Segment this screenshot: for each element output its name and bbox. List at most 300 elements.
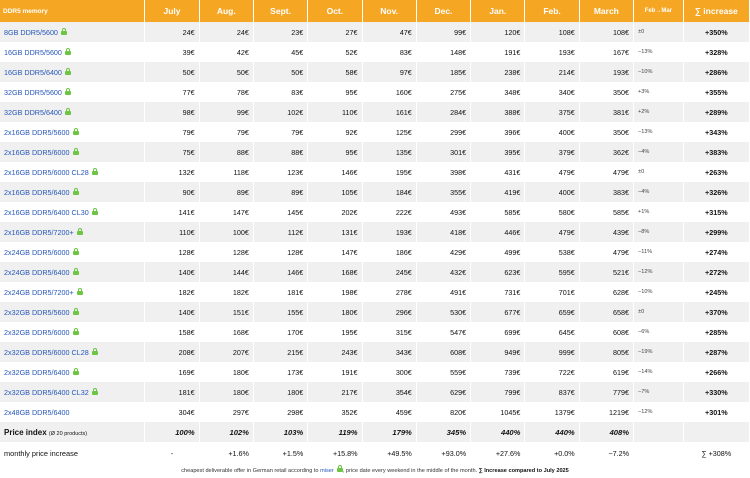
product-name[interactable]: 2x16GB DDR5/6000 CL28 — [4, 167, 89, 177]
price-cell: 180€ — [199, 362, 253, 382]
price-cell: 151€ — [199, 302, 253, 322]
price-cell: 100€ — [199, 222, 253, 242]
price-index-value: 119% — [308, 422, 362, 442]
header-month: March — [579, 0, 633, 22]
total-increase: +326% — [683, 182, 749, 202]
price-cell: 39€ — [145, 42, 199, 62]
product-name[interactable]: 2x16GB DDR5/7200+ — [4, 227, 74, 237]
table-row — [0, 82, 750, 102]
price-cell: 58€ — [308, 62, 362, 82]
price-cell: 45€ — [253, 42, 307, 62]
price-cell: 222€ — [362, 202, 416, 222]
price-cell: 173€ — [253, 362, 307, 382]
monthly-increase-value: +27.6% — [471, 442, 525, 464]
price-cell: 398€ — [416, 162, 470, 182]
feb-mar-change: −19% — [634, 342, 684, 362]
total-increase: +263% — [683, 162, 749, 182]
price-cell: 352€ — [308, 402, 362, 422]
product-link[interactable] — [0, 362, 145, 382]
price-cell: 799€ — [471, 382, 525, 402]
header-month: Aug. — [199, 0, 253, 22]
price-cell: 128€ — [253, 242, 307, 262]
product-link[interactable] — [0, 162, 145, 182]
price-index-row — [0, 422, 750, 442]
lock-icon — [77, 231, 83, 235]
price-cell: 131€ — [308, 222, 362, 242]
price-cell: 125€ — [362, 122, 416, 142]
price-cell: 185€ — [416, 62, 470, 82]
price-index-label — [0, 422, 145, 442]
product-link[interactable] — [0, 122, 145, 142]
table-row — [0, 322, 750, 342]
monthly-increase-value: +1.5% — [253, 442, 307, 464]
feb-mar-change: −12% — [634, 262, 684, 282]
monthly-increase-label: monthly price increase — [0, 442, 145, 464]
price-cell: 47€ — [362, 22, 416, 42]
header-month: Feb. — [525, 0, 579, 22]
price-cell: 275€ — [416, 82, 470, 102]
product-link[interactable] — [0, 22, 145, 42]
feb-mar-change: −13% — [634, 42, 684, 62]
price-cell: 24€ — [145, 22, 199, 42]
price-cell: 701€ — [525, 282, 579, 302]
table-row — [0, 102, 750, 122]
price-cell: 88€ — [199, 142, 253, 162]
header-month: Nov. — [362, 0, 416, 22]
price-cell: 89€ — [199, 182, 253, 202]
price-cell: 419€ — [471, 182, 525, 202]
price-cell: 658€ — [579, 302, 633, 322]
price-cell: 146€ — [253, 262, 307, 282]
price-cell: 198€ — [308, 282, 362, 302]
price-cell: 181€ — [145, 382, 199, 402]
price-cell: 479€ — [525, 222, 579, 242]
total-increase: +274% — [683, 242, 749, 262]
price-cell: 83€ — [253, 82, 307, 102]
product-link[interactable] — [0, 402, 145, 422]
monthly-increase-value: - — [145, 442, 199, 464]
price-cell: 459€ — [362, 402, 416, 422]
price-cell: 304€ — [145, 402, 199, 422]
price-cell: 418€ — [416, 222, 470, 242]
price-cell: 207€ — [199, 342, 253, 362]
product-link[interactable] — [0, 182, 145, 202]
price-cell: 79€ — [145, 122, 199, 142]
price-cell: 608€ — [416, 342, 470, 362]
table-row — [0, 362, 750, 382]
total-increase: +383% — [683, 142, 749, 162]
footer-text: cheapest deliverable offer in German retail according to — [181, 468, 319, 474]
monthly-increase-row — [0, 442, 750, 464]
price-cell: 123€ — [253, 162, 307, 182]
price-cell: 659€ — [525, 302, 579, 322]
price-cell: 147€ — [308, 242, 362, 262]
price-index-value: 100% — [145, 422, 199, 442]
price-cell: 837€ — [525, 382, 579, 402]
price-cell: 381€ — [579, 102, 633, 122]
table-row — [0, 22, 750, 42]
table-row — [0, 182, 750, 202]
price-cell: 499€ — [471, 242, 525, 262]
price-cell: 1219€ — [579, 402, 633, 422]
price-cell: 446€ — [471, 222, 525, 242]
feb-mar-change: −12% — [634, 402, 684, 422]
table-row — [0, 302, 750, 322]
price-cell: 184€ — [362, 182, 416, 202]
table-row — [0, 402, 750, 422]
product-name[interactable]: 2x32GB DDR5/6000 CL28 — [4, 347, 89, 357]
price-cell: 112€ — [253, 222, 307, 242]
price-cell: 146€ — [308, 162, 362, 182]
price-cell: 949€ — [471, 342, 525, 362]
table-row — [0, 42, 750, 62]
lock-icon — [73, 251, 79, 255]
lock-icon — [73, 331, 79, 335]
product-link[interactable] — [0, 202, 145, 222]
feb-mar-change: −10% — [634, 282, 684, 302]
price-cell: 118€ — [199, 162, 253, 182]
price-cell: 340€ — [525, 82, 579, 102]
price-cell: 23€ — [253, 22, 307, 42]
product-link[interactable] — [0, 342, 145, 362]
product-name[interactable]: 2x32GB DDR5/6400 — [4, 367, 70, 377]
price-cell: 108€ — [579, 22, 633, 42]
price-index-value: 440% — [471, 422, 525, 442]
price-cell: 140€ — [145, 302, 199, 322]
price-cell: 161€ — [362, 102, 416, 122]
price-cell: 722€ — [525, 362, 579, 382]
price-cell: 97€ — [362, 62, 416, 82]
total-increase: +289% — [683, 102, 749, 122]
price-cell: 297€ — [199, 402, 253, 422]
price-index-value: 440% — [525, 422, 579, 442]
price-cell: 95€ — [308, 142, 362, 162]
product-link[interactable] — [0, 382, 145, 402]
lock-icon — [73, 371, 79, 375]
price-cell: 155€ — [253, 302, 307, 322]
lock-icon — [92, 171, 98, 175]
product-name[interactable]: 2x16GB DDR5/6400 — [4, 187, 70, 197]
footer-note — [0, 464, 750, 474]
price-cell: 301€ — [416, 142, 470, 162]
price-cell: 148€ — [416, 42, 470, 62]
product-link[interactable] — [0, 62, 145, 82]
feb-mar-change: −6% — [634, 322, 684, 342]
price-cell: 102€ — [253, 102, 307, 122]
price-cell: 193€ — [579, 62, 633, 82]
product-name[interactable]: 2x32GB DDR5/6000 — [4, 327, 70, 337]
total-increase: +355% — [683, 82, 749, 102]
price-cell: 92€ — [308, 122, 362, 142]
table-body — [0, 22, 750, 464]
price-cell: 168€ — [308, 262, 362, 282]
price-cell: 27€ — [308, 22, 362, 42]
product-name[interactable]: 32GB DDR5/6400 — [4, 107, 62, 117]
price-cell: 144€ — [199, 262, 253, 282]
total-increase: +266% — [683, 362, 749, 382]
feb-mar-change: −7% — [634, 382, 684, 402]
lock-icon — [73, 271, 79, 275]
product-name[interactable]: 2x24GB DDR5/7200+ — [4, 287, 74, 297]
product-link[interactable] — [0, 242, 145, 262]
price-cell: 362€ — [579, 142, 633, 162]
price-cell: 193€ — [525, 42, 579, 62]
lock-icon — [73, 311, 79, 315]
price-cell: 350€ — [579, 122, 633, 142]
price-cell: 191€ — [471, 42, 525, 62]
product-name[interactable]: 2x32GB DDR5/6400 CL32 — [4, 387, 89, 397]
total-increase: +286% — [683, 62, 749, 82]
product-name[interactable]: 32GB DDR5/5600 — [4, 87, 62, 97]
price-cell: 400€ — [525, 182, 579, 202]
total-increase: +343% — [683, 122, 749, 142]
monthly-increase-value: −7.2% — [579, 442, 633, 464]
table-row — [0, 262, 750, 282]
product-link[interactable] — [0, 222, 145, 242]
product-name[interactable]: 8GB DDR5/5600 — [4, 27, 58, 37]
table-row — [0, 122, 750, 142]
table-row — [0, 342, 750, 362]
price-cell: 245€ — [362, 262, 416, 282]
price-cell: 429€ — [416, 242, 470, 262]
source-link[interactable]: miser — [320, 468, 334, 474]
price-cell: 608€ — [579, 322, 633, 342]
header-month: Oct. — [308, 0, 362, 22]
price-cell: 538€ — [525, 242, 579, 262]
price-cell: 180€ — [253, 382, 307, 402]
price-cell: 180€ — [199, 382, 253, 402]
product-link[interactable] — [0, 102, 145, 122]
product-link[interactable] — [0, 142, 145, 162]
price-cell: 208€ — [145, 342, 199, 362]
price-cell: 195€ — [362, 162, 416, 182]
price-index-value: 179% — [362, 422, 416, 442]
price-cell: 731€ — [471, 282, 525, 302]
feb-mar-change: −10% — [634, 62, 684, 82]
price-cell: 170€ — [253, 322, 307, 342]
lock-icon — [65, 91, 71, 95]
price-cell: 105€ — [308, 182, 362, 202]
price-cell: 160€ — [362, 82, 416, 102]
product-name[interactable]: 2x24GB DDR5/6400 — [4, 267, 70, 277]
product-name[interactable]: 16GB DDR5/5600 — [4, 47, 62, 57]
lock-icon — [337, 468, 343, 472]
total-increase: +330% — [683, 382, 749, 402]
price-cell: 77€ — [145, 82, 199, 102]
price-cell: 217€ — [308, 382, 362, 402]
table-row — [0, 62, 750, 82]
lock-icon — [92, 211, 98, 215]
price-cell: 191€ — [308, 362, 362, 382]
lock-icon — [73, 131, 79, 135]
header-month: July — [145, 0, 199, 22]
price-cell: 140€ — [145, 262, 199, 282]
product-name[interactable]: 2x24GB DDR5/6000 — [4, 247, 70, 257]
monthly-increase-value: +1.6% — [199, 442, 253, 464]
price-cell: 110€ — [308, 102, 362, 122]
feb-mar-change: −11% — [634, 242, 684, 262]
header-increase: ∑ increase — [683, 0, 749, 22]
price-cell: 135€ — [362, 142, 416, 162]
price-cell: 493€ — [416, 202, 470, 222]
total-increase: +245% — [683, 282, 749, 302]
price-cell: 99€ — [416, 22, 470, 42]
monthly-increase-value: +15.8% — [308, 442, 362, 464]
price-cell: 343€ — [362, 342, 416, 362]
lock-icon — [65, 51, 71, 55]
price-cell: 83€ — [362, 42, 416, 62]
table-row — [0, 222, 750, 242]
price-index-value: 408% — [579, 422, 633, 442]
header-feb-mar: Feb→Mar — [634, 0, 684, 22]
price-cell: 52€ — [308, 42, 362, 62]
price-cell: 78€ — [199, 82, 253, 102]
price-cell: 580€ — [525, 202, 579, 222]
monthly-increase-empty — [634, 442, 684, 464]
price-cell: 79€ — [253, 122, 307, 142]
price-index-title: Price index — [4, 427, 47, 437]
price-cell: 99€ — [199, 102, 253, 122]
price-cell: 79€ — [199, 122, 253, 142]
price-cell: 50€ — [199, 62, 253, 82]
price-cell: 141€ — [145, 202, 199, 222]
price-cell: 383€ — [579, 182, 633, 202]
product-link[interactable] — [0, 262, 145, 282]
total-increase: +299% — [683, 222, 749, 242]
lock-icon — [92, 351, 98, 355]
feb-mar-change: +3% — [634, 82, 684, 102]
header-row — [0, 0, 750, 22]
price-cell: 296€ — [362, 302, 416, 322]
price-cell: 169€ — [145, 362, 199, 382]
price-index-note: (Ø 20 products) — [48, 430, 88, 437]
price-cell: 145€ — [253, 202, 307, 222]
price-cell: 1045€ — [471, 402, 525, 422]
feb-mar-change: +2% — [634, 102, 684, 122]
product-name[interactable]: 2x32GB DDR5/5600 — [4, 307, 70, 317]
lock-icon — [92, 391, 98, 395]
price-cell: 147€ — [199, 202, 253, 222]
feb-mar-change: ±0 — [634, 302, 684, 322]
product-name[interactable]: 2x16GB DDR5/6000 — [4, 147, 70, 157]
monthly-increase-value: +0.0% — [525, 442, 579, 464]
price-cell: 479€ — [579, 242, 633, 262]
lock-icon — [65, 111, 71, 115]
price-cell: 42€ — [199, 42, 253, 62]
price-cell: 168€ — [199, 322, 253, 342]
price-cell: 585€ — [579, 202, 633, 222]
total-increase: +285% — [683, 322, 749, 342]
total-increase: +272% — [683, 262, 749, 282]
price-cell: 379€ — [525, 142, 579, 162]
feb-mar-change: ±0 — [634, 162, 684, 182]
price-cell: 181€ — [253, 282, 307, 302]
price-cell: 238€ — [471, 62, 525, 82]
feb-mar-change: −8% — [634, 222, 684, 242]
price-cell: 98€ — [145, 102, 199, 122]
total-increase: +370% — [683, 302, 749, 322]
price-cell: 395€ — [471, 142, 525, 162]
price-cell: 628€ — [579, 282, 633, 302]
price-cell: 585€ — [471, 202, 525, 222]
table-row — [0, 282, 750, 302]
price-cell: 180€ — [308, 302, 362, 322]
price-cell: 298€ — [253, 402, 307, 422]
price-cell: 195€ — [308, 322, 362, 342]
price-index-value: 103% — [253, 422, 307, 442]
product-link[interactable] — [0, 42, 145, 62]
table-row — [0, 202, 750, 222]
price-cell: 186€ — [362, 242, 416, 262]
price-index-empty — [683, 422, 749, 442]
product-name[interactable]: 2x16GB DDR5/6400 CL30 — [4, 207, 89, 217]
lock-icon — [73, 191, 79, 195]
price-cell: 315€ — [362, 322, 416, 342]
feb-mar-change: ±0 — [634, 22, 684, 42]
total-increase: +287% — [683, 342, 749, 362]
price-index-value: 102% — [199, 422, 253, 442]
price-cell: 479€ — [579, 162, 633, 182]
price-cell: 350€ — [579, 82, 633, 102]
table-row — [0, 142, 750, 162]
price-cell: 75€ — [145, 142, 199, 162]
monthly-increase-value: +49.5% — [362, 442, 416, 464]
lock-icon — [61, 31, 67, 35]
product-name[interactable]: 2x16GB DDR5/5600 — [4, 127, 70, 137]
price-cell: 388€ — [471, 102, 525, 122]
price-cell: 375€ — [525, 102, 579, 122]
product-link[interactable] — [0, 82, 145, 102]
price-cell: 348€ — [471, 82, 525, 102]
price-cell: 158€ — [145, 322, 199, 342]
price-cell: 999€ — [525, 342, 579, 362]
price-cell: 400€ — [525, 122, 579, 142]
feb-mar-change: −13% — [634, 122, 684, 142]
price-cell: 559€ — [416, 362, 470, 382]
price-cell: 299€ — [416, 122, 470, 142]
price-cell: 182€ — [199, 282, 253, 302]
price-cell: 300€ — [362, 362, 416, 382]
price-cell: 128€ — [145, 242, 199, 262]
product-link[interactable] — [0, 322, 145, 342]
price-cell: 89€ — [253, 182, 307, 202]
price-cell: 215€ — [253, 342, 307, 362]
header-product: DDR5 memory — [0, 0, 145, 22]
price-cell: 396€ — [471, 122, 525, 142]
price-cell: 530€ — [416, 302, 470, 322]
product-name[interactable]: 2x48GB DDR5/6400 — [4, 407, 70, 417]
price-cell: 820€ — [416, 402, 470, 422]
monthly-increase-total: ∑ +308% — [683, 442, 749, 464]
price-cell: 491€ — [416, 282, 470, 302]
header-month: Jan. — [471, 0, 525, 22]
price-cell: 193€ — [362, 222, 416, 242]
total-increase: +301% — [683, 402, 749, 422]
price-cell: 182€ — [145, 282, 199, 302]
price-cell: 88€ — [253, 142, 307, 162]
price-cell: 24€ — [199, 22, 253, 42]
total-increase: +328% — [683, 42, 749, 62]
price-cell: 278€ — [362, 282, 416, 302]
price-cell: 739€ — [471, 362, 525, 382]
price-cell: 623€ — [471, 262, 525, 282]
price-cell: 95€ — [308, 82, 362, 102]
product-link[interactable] — [0, 282, 145, 302]
product-name[interactable]: 16GB DDR5/6400 — [4, 67, 62, 77]
price-cell: 677€ — [471, 302, 525, 322]
product-link[interactable] — [0, 302, 145, 322]
price-cell: 431€ — [471, 162, 525, 182]
